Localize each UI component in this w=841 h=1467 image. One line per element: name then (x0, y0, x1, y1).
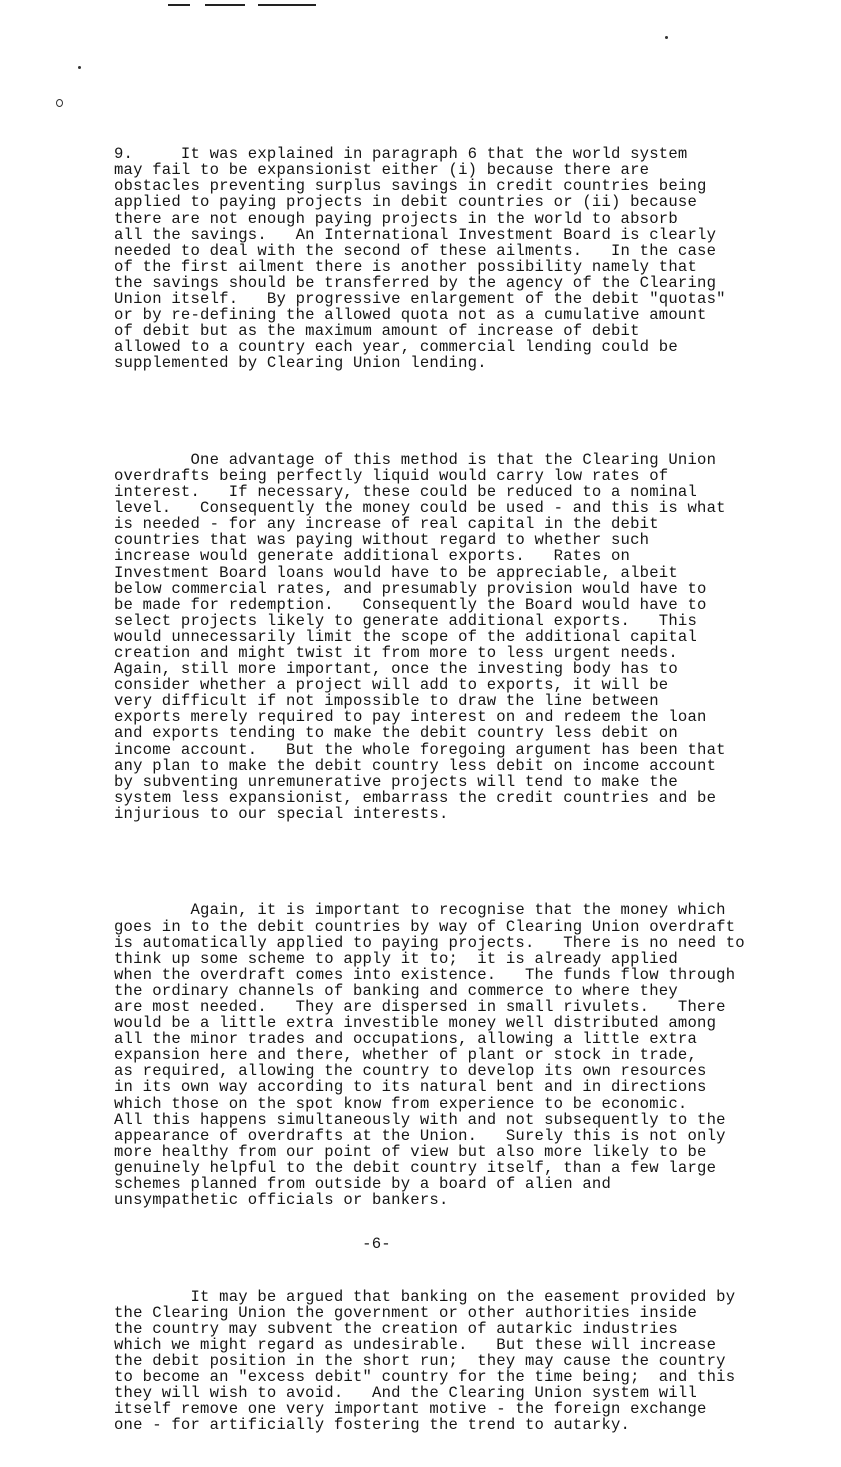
scan-mark (168, 4, 190, 6)
text-line: creation and might twist it from more to less urgent needs. (114, 644, 678, 662)
text-line: genuinely helpful to the debit country itself, than a few large (114, 1158, 717, 1177)
text-line: which we might regard as undesirable. But these will increase (114, 1335, 717, 1354)
text-line: would be a little extra investible money well distributed among (114, 1014, 717, 1033)
text-line: all the savings. An International Investment Board is clearly (114, 225, 717, 244)
text-line: the ordinary channels of banking and commerce to where they (114, 981, 678, 1000)
page-number: -6- (362, 1235, 391, 1253)
text-line: itself remove one very important motive - the foreign exchange (114, 1400, 707, 1419)
scan-mark (258, 4, 316, 6)
text-line: It may be argued that banking on the easement provided by (114, 1287, 736, 1306)
text-line: as required, allowing the country to develop its own resources (114, 1062, 707, 1081)
text-line: select projects likely to generate additional exports. This (114, 611, 698, 630)
text-line: applied to paying projects in debit countries or (ii) because (114, 193, 698, 212)
paragraph-advantage (114, 452, 778, 822)
paragraph-9 (114, 146, 778, 371)
text-line: the country may subvent the creation of autarkic industries (114, 1319, 678, 1338)
text-line: needed to deal with the second of these ailments. In the case (114, 241, 717, 260)
text-line: which those on the spot know from experience to be economic. (114, 1094, 688, 1113)
text-line: are most needed. They are dispersed in small rivulets. There (114, 997, 726, 1016)
text-line: by subventing unremunerative projects will tend to make the (114, 772, 678, 791)
text-line: below commercial rates, and presumably provision would have to (114, 579, 707, 598)
text-line: schemes planned from outside by a board of alien and (114, 1175, 612, 1193)
text-line: of the first ailment there is another possibility namely that (114, 257, 698, 276)
text-line: be made for redemption. Consequently the Board would have to (114, 595, 707, 614)
text-line: all the minor trades and occupations, allowing a little extra (114, 1030, 698, 1049)
text-line: level. Consequently the money could be used - and this is what (114, 499, 726, 518)
text-line: allowed to a country each year, commercial lending could be (114, 338, 678, 357)
text-line: is needed - for any increase of real capital in the debit (114, 515, 659, 534)
text-line: may fail to be expansionist either (i) because there are (114, 161, 650, 180)
text-line: income account. But the whole foregoing argument has been that (114, 740, 726, 759)
text-line: one - for artificially fostering the trend to autarky. (114, 1416, 631, 1435)
text-line: countries that was paying without regard to whether such (114, 531, 650, 550)
text-line: when the overdraft comes into existence. The funds flow through (114, 965, 736, 984)
scan-speck (665, 36, 668, 39)
paragraph-autarky (114, 1289, 778, 1434)
text-line: any plan to make the debit country less debit on income account (114, 756, 717, 775)
text-line: Union itself. By progressive enlargement of the debit "quotas" (114, 290, 726, 309)
document-body (114, 114, 778, 1466)
text-line: of debit but as the maximum amount of increase of debit (114, 322, 640, 341)
text-line: injurious to our special interests. (114, 804, 449, 823)
text-line: in its own way according to its natural bent and in directions (114, 1078, 707, 1097)
text-line: the debit position in the short run; they may cause the country (114, 1351, 726, 1370)
text-line: would unnecessarily limit the scope of the additional capital (114, 627, 698, 646)
text-line: there are not enough paying projects in the world to absorb (114, 209, 678, 228)
text-line: or by re-defining the allowed quota not as a cumulative amount (114, 306, 707, 325)
text-line: and exports tending to make the debit country less debit on (114, 724, 678, 743)
text-line: overdrafts being perfectly liquid would carry low rates of (114, 466, 669, 485)
text-line: system less expansionist, embarrass the credit countries and be (114, 788, 717, 807)
text-line: Again, still more important, once the investing body has to (114, 660, 678, 679)
scan-speck (78, 66, 81, 69)
text-line: Again, it is important to recognise that the money which (114, 901, 726, 920)
text-line: One advantage of this method is that the Clearing Union (114, 450, 717, 469)
text-line: they will wish to avoid. And the Clearing Union system will (114, 1384, 698, 1403)
text-line: the savings should be transferred by the agency of the Clearing (114, 273, 717, 292)
text-line: very difficult if not impossible to draw the line between (114, 692, 659, 711)
text-line: the Clearing Union the government or other authorities inside (114, 1303, 698, 1322)
text-line: appearance of overdrafts at the Union. Surely this is not only (114, 1126, 726, 1145)
scan-mark (205, 4, 245, 6)
punch-hole-mark (56, 99, 63, 107)
text-line: consider whether a project will add to exports, it will be (114, 676, 669, 695)
text-line: obstacles preventing surplus savings in credit countries being (114, 177, 707, 196)
text-line: to become an "excess debit" country for the time being; and this (114, 1368, 736, 1387)
text-line: is automatically applied to paying projects. There is no need to (114, 933, 745, 952)
text-line: think up some scheme to apply it to; it is already applied (114, 949, 678, 968)
text-line: more healthy from our point of view but also more likely to be (114, 1142, 707, 1161)
text-line: exports merely required to pay interest on and redeem the loan (114, 708, 707, 727)
text-line: increase would generate additional exports. Rates on (114, 547, 631, 566)
text-line: All this happens simultaneously with and not subsequently to the (114, 1110, 726, 1129)
text-line: goes in to the debit countries by way of Clearing Union overdraft (114, 917, 736, 936)
text-line: 9. It was explained in paragraph 6 that the world system (114, 145, 688, 164)
text-line: expansion here and there, whether of plant or stock in trade, (114, 1046, 698, 1065)
text-line: unsympathetic officials or bankers. (114, 1191, 449, 1210)
text-line: interest. If necessary, these could be reduced to a nominal (114, 483, 698, 502)
text-line: Investment Board loans would have to be appreciable, albeit (114, 563, 678, 582)
paragraph-automatic-application (114, 902, 778, 1208)
text-line: supplemented by Clearing Union lending. (114, 354, 487, 373)
